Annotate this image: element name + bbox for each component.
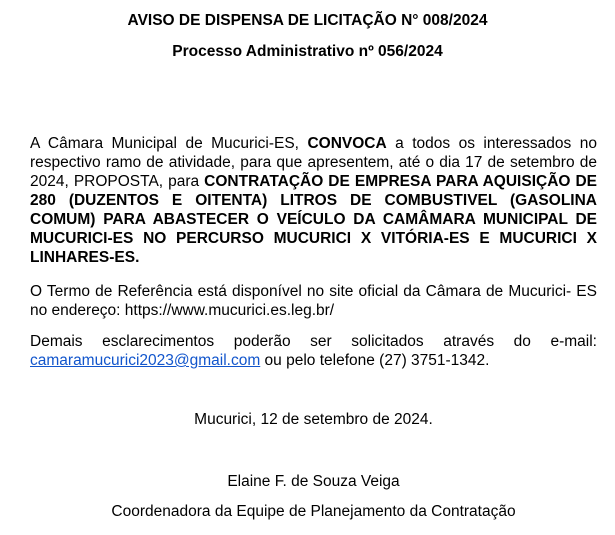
contact-paragraph <box>30 332 597 370</box>
reference-term-paragraph: O Termo de Referência está disponível no site oficial da Câmara de Mucurici- ES no endereço: https://www.mucurici.es.leg.br/ <box>30 283 597 319</box>
contract-object: CONTRATAÇÃO DE EMPRESA PARA AQUISIÇÃO DE 280 (DUZENTOS E OITENTA) LITROS DE COMBUSTIVEL (GASOLINA COMUM) PARA ABASTECER O VEÍCULO DA CAMÂMARA MUNICIPAL DE MUCURICI-ES NO PERCURSO MUCURICI X VITÓRIA-ES E MUCURICI X LINHARES-ES. <box>30 173 597 266</box>
signer-role: Coordenadora da Equipe de Planejamento da Contratação <box>111 503 516 520</box>
signer-name: Elaine F. de Souza Veiga <box>227 473 400 490</box>
process-number: Processo Administrativo nº 056/2024 <box>172 43 443 60</box>
convoca-keyword: CONVOCA <box>307 135 387 152</box>
convocation-paragraph <box>30 134 597 267</box>
email-link[interactable]: camaramucurici2023@gmail.com <box>30 352 261 369</box>
phone-text: ou pelo telefone (27) 3751-1342. <box>260 352 490 369</box>
convocation-intro: A Câmara Municipal de Mucurici-ES, <box>30 135 308 152</box>
date-line: Mucurici, 12 de setembro de 2024. <box>194 411 433 428</box>
notice-title: AVISO DE DISPENSA DE LICITAÇÃO N° 008/2024 <box>127 12 488 29</box>
contact-text: Demais esclarecimentos poderão ser solicitados através do e-mail: <box>30 333 597 350</box>
convocation-text: a todos os interessados no respectivo ramo de atividade, para que apresentem, até o dia 17 de setembro de 2024, PROPOSTA, para <box>30 135 597 190</box>
